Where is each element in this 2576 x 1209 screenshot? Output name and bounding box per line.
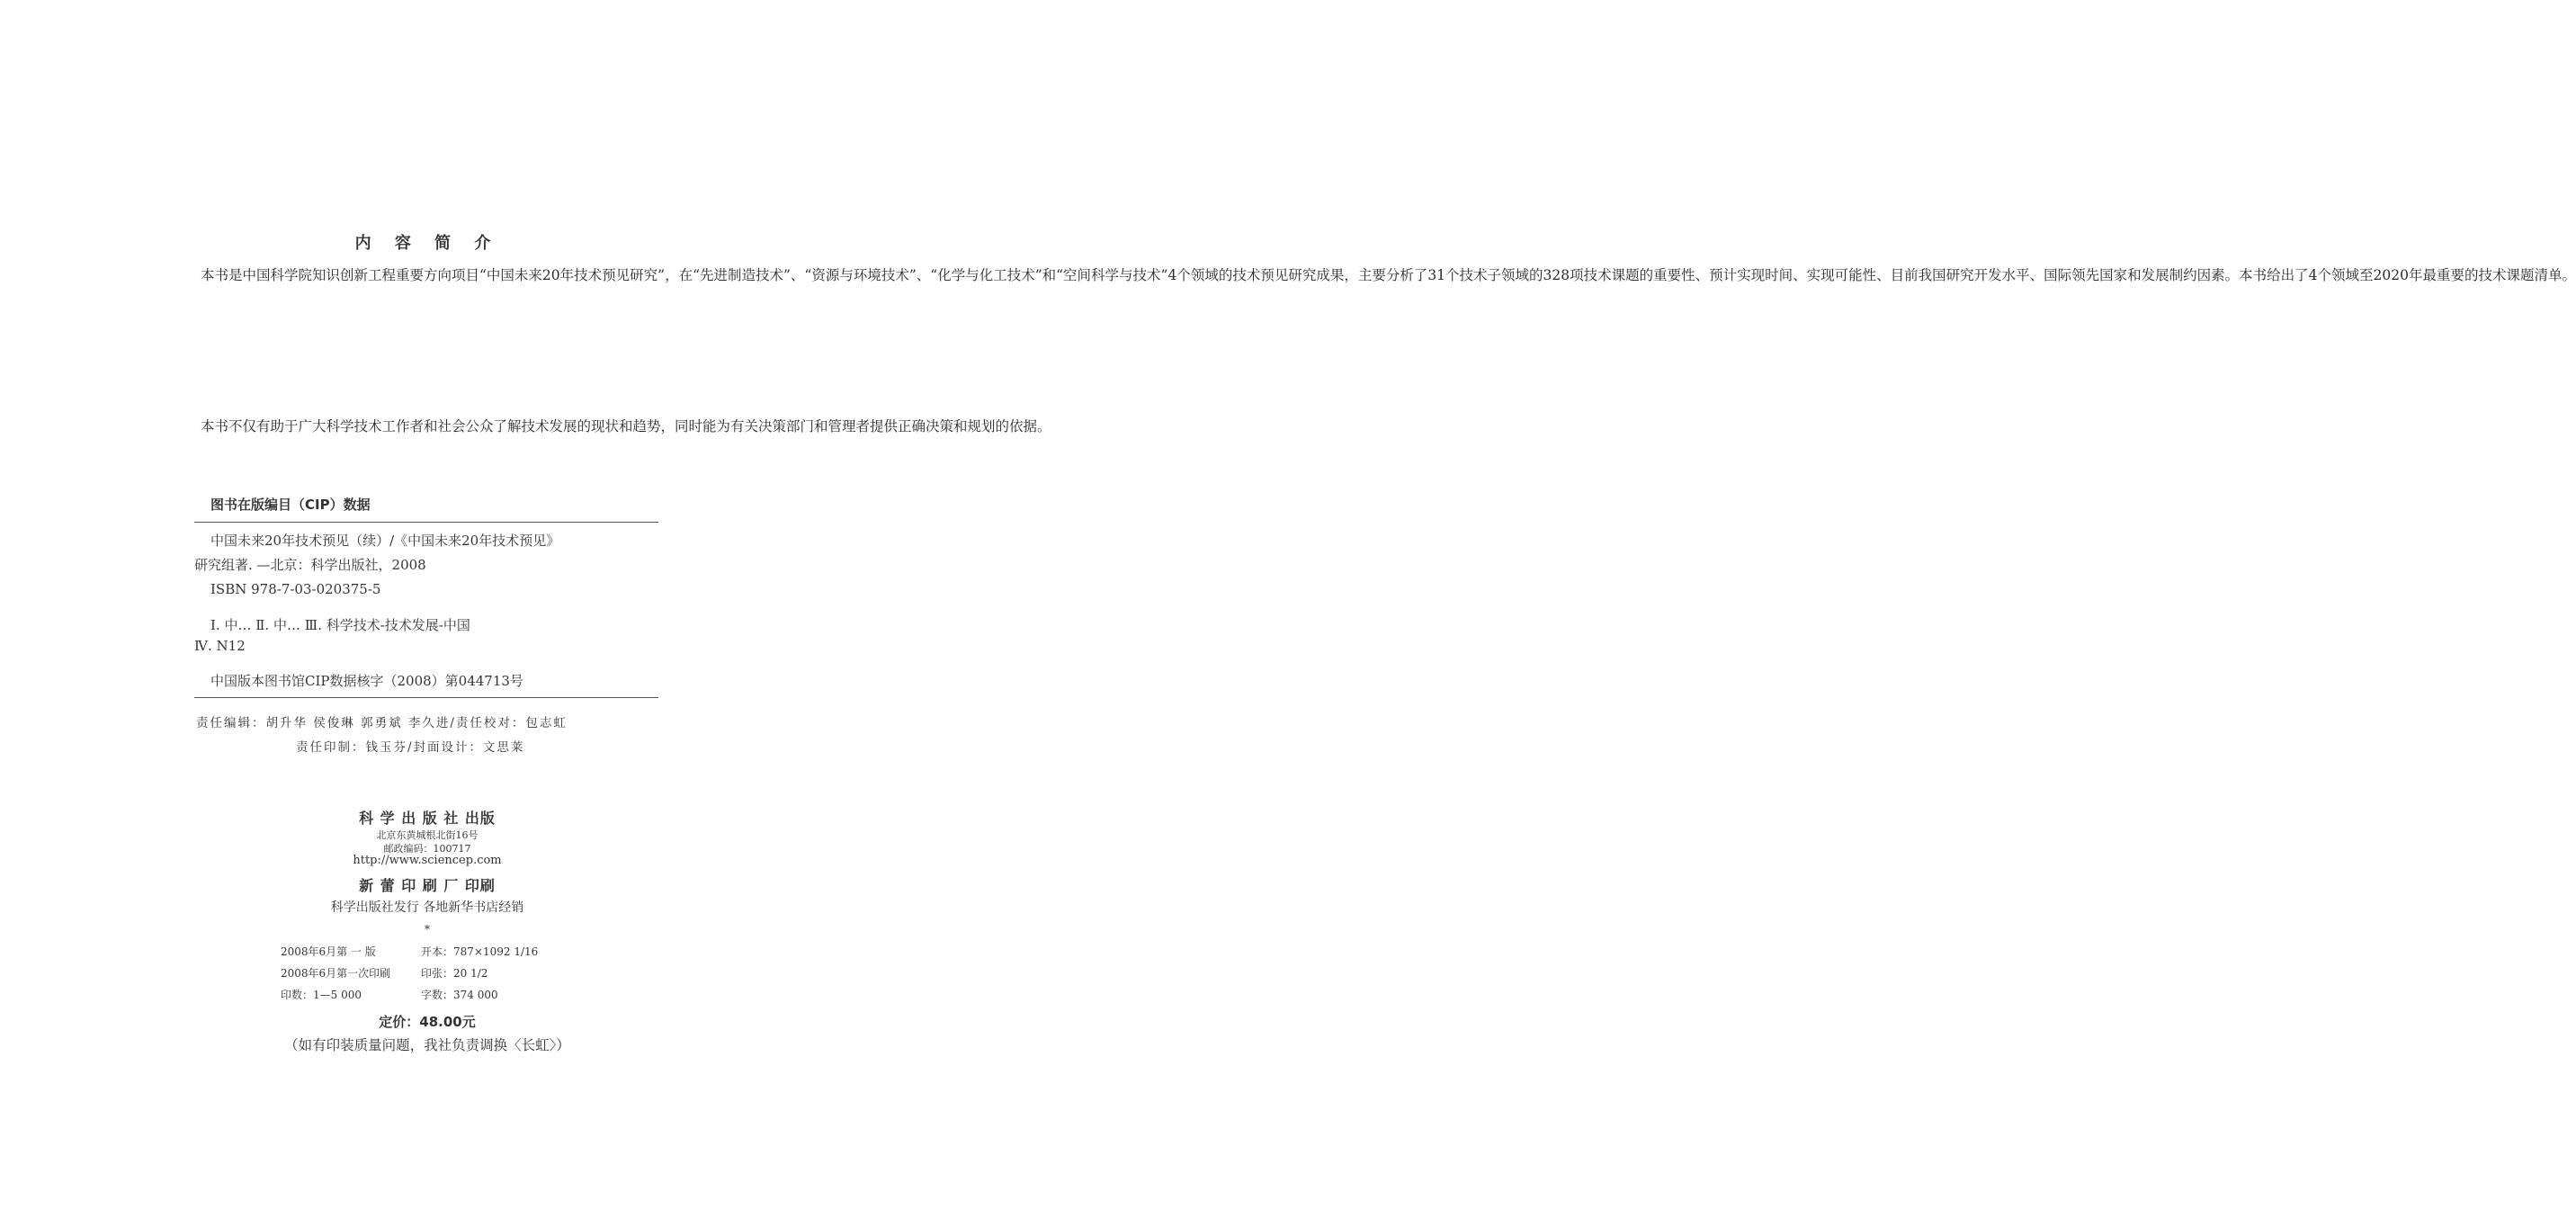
intro-text-1: 本书是中国科学院知识创新工程重要方向项目“中国未来20年技术预见研究”，在“先进制造技术”、“资源与环境技术”、“化学与化工技术”和“空间科学与技术”4个领域的技术预见研究成果，主要分析了31个技术子领域的328项技术课题的重要性、预计实现时间、实现可能性、目前我国研究开发水平、国际领先国家和发展制约因素。本书给出了4个领域至2020年最重要的技术课题清单。 [201, 267, 2576, 283]
intro-paragraph-2 [173, 414, 1051, 439]
cip-line-1: 中国未来20年技术预见（续）/《中国未来20年技术预见》 [210, 533, 560, 549]
publisher-address: 北京东黄城根北街16号 [376, 829, 479, 841]
spec-sheets: 印张：20 1/2 [421, 967, 488, 980]
spec-print-run: 印数：1—5 000 [281, 989, 362, 1001]
section-title: 内 容 简 介 [354, 234, 500, 253]
publisher-url: http://www.sciencep.com [353, 854, 502, 867]
price: 定价：48.00元 [379, 1014, 476, 1030]
publisher-name: 科 学 出 版 社 出版 [359, 810, 496, 827]
cip-heading: 图书在版编目（CIP）数据 [210, 497, 371, 513]
cip-isbn: ISBN 978-7-03-020375-5 [210, 581, 381, 597]
spec-edition: 2008年6月第 一 版 [281, 945, 376, 958]
cip-line-2: 研究组著. —北京：科学出版社，2008 [194, 557, 426, 573]
printer-name: 新 蕾 印 刷 厂 印刷 [359, 877, 496, 894]
distribution-line: 科学出版社发行 各地新华书店经销 [330, 900, 524, 915]
production-line: 责任印制：钱玉芬/封面设计：文思莱 [296, 740, 525, 755]
publisher-postcode: 邮政编码：100717 [383, 843, 471, 855]
intro-paragraph-1 [173, 263, 2576, 288]
cip-class-number: Ⅳ. N12 [194, 638, 246, 654]
cip-top-rule [194, 522, 658, 523]
cip-classification: Ⅰ. 中… Ⅱ. 中… Ⅲ. 科学技术-技术发展-中国 [210, 617, 470, 633]
cip-record-number: 中国版本图书馆CIP数据核字（2008）第044713号 [210, 673, 523, 689]
spec-word-count: 字数：374 000 [421, 989, 498, 1001]
spec-printing: 2008年6月第一次印刷 [281, 967, 391, 980]
cip-bottom-rule [194, 697, 658, 698]
intro-text-2: 本书不仅有助于广大科学技术工作者和社会公众了解技术发展的现状和趋势，同时能为有关决策部门和管理者提供正确决策和规划的依据。 [201, 418, 1051, 434]
spec-format: 开本：787×1092 1/16 [421, 945, 539, 958]
separator-star: * [425, 923, 430, 936]
editors-line: 责任编辑：胡升华 侯俊琳 郭勇斌 李久进/责任校对：包志虹 [196, 716, 568, 730]
quality-note: （如有印装质量问题，我社负责调换〈长虹〉） [284, 1037, 570, 1053]
